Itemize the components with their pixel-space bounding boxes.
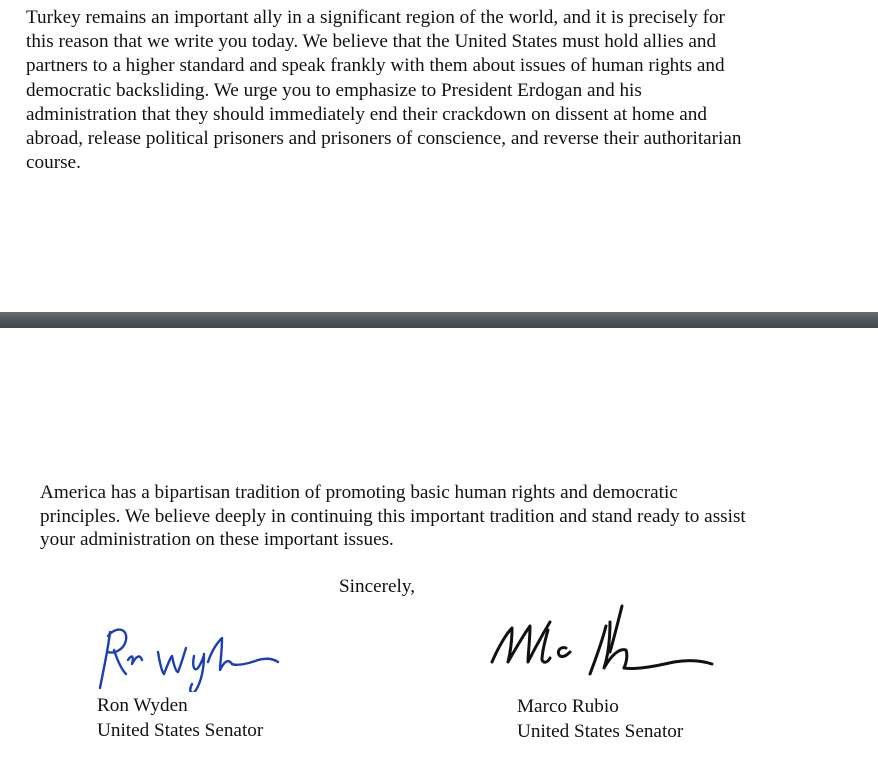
signature-block-rubio [486, 596, 786, 756]
handwritten-signature-rubio [486, 596, 726, 696]
text-line: Turkey remains an important ally in a significant region of the world, and it is precisely for [26, 7, 725, 28]
signatory-title: United States Senator [517, 721, 684, 742]
text-line: course. [26, 152, 81, 174]
signatory-name: Marco Rubio [517, 696, 619, 717]
closing-salutation: Sincerely, [339, 576, 416, 597]
letter-page-top [0, 0, 878, 312]
signatory-name: Ron Wyden [97, 695, 188, 716]
handwritten-signature-wyden [96, 612, 296, 692]
signature-block-wyden [96, 612, 356, 752]
text-line: partners to a higher standard and speak frankly with them about issues of human rights and [26, 55, 725, 77]
body-paragraph-america [40, 481, 860, 552]
text-line: principles. We believe deeply in continuing this important tradition and stand ready to assist [40, 505, 746, 527]
text-line: this reason that we write you today. We believe that the United States must hold allies and [26, 31, 717, 53]
text-line: America has a bipartisan tradition of promoting basic human rights and democratic [40, 482, 678, 503]
text-line: abroad, release political prisoners and prisoners of conscience, and reverse their authoritarian [26, 128, 742, 150]
text-line: democratic backsliding. We urge you to emphasize to President Erdogan and his [26, 79, 642, 101]
page-separator [0, 312, 878, 328]
text-line: your administration on these important issues. [40, 529, 394, 551]
body-paragraph-turkey [26, 6, 846, 175]
signatory-title: United States Senator [97, 720, 264, 741]
text-line: administration that they should immediately end their crackdown on dissent at home and [26, 103, 707, 125]
